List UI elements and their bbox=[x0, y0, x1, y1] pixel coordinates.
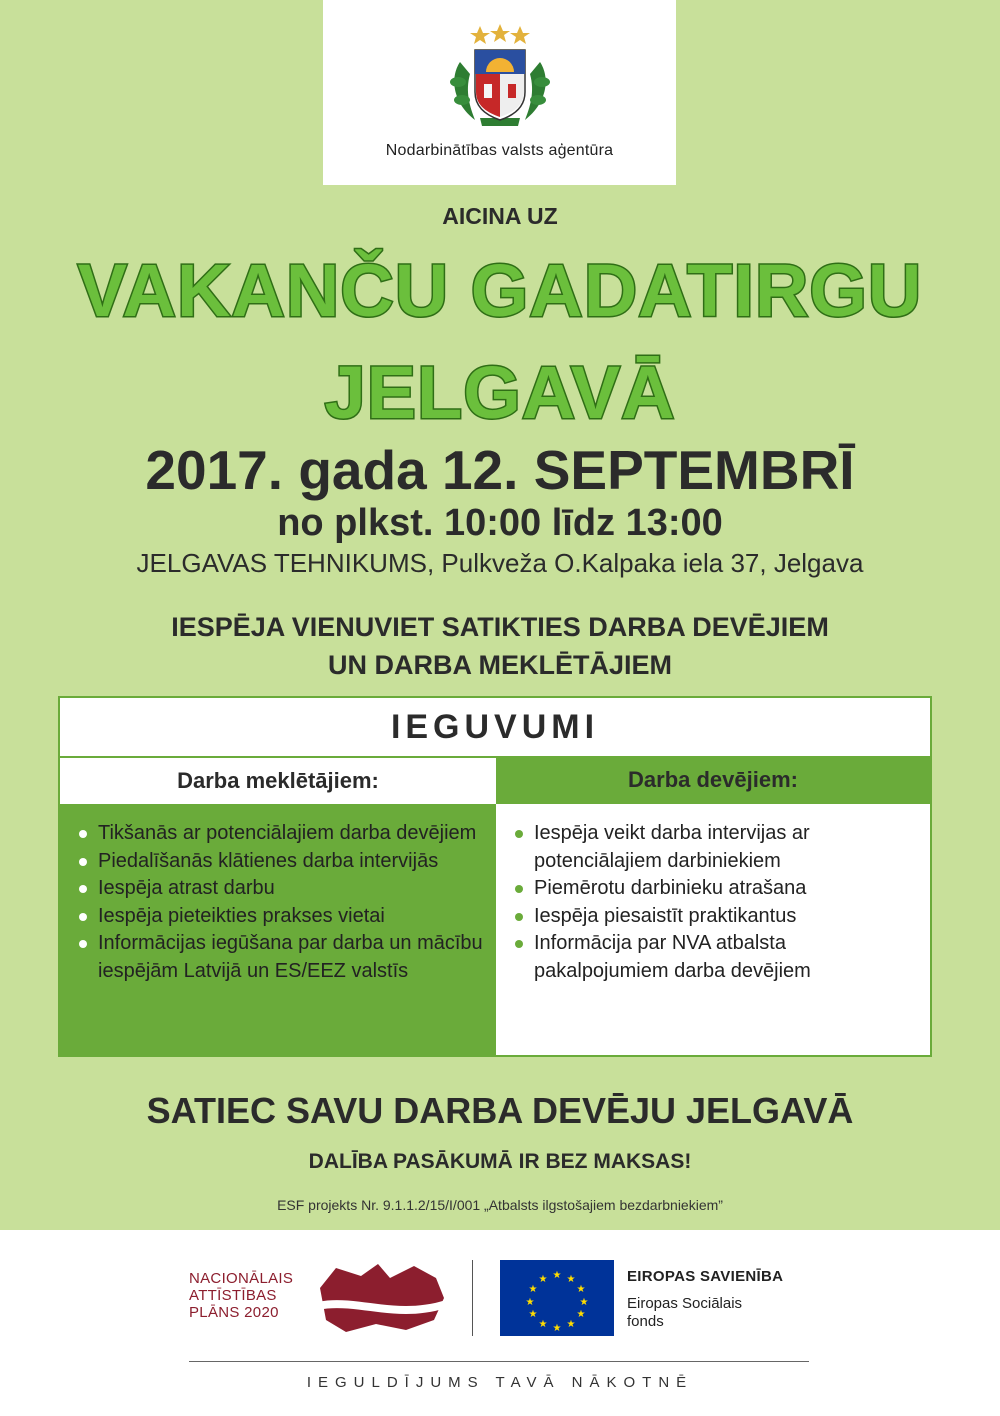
svg-text:★: ★ bbox=[538, 1319, 548, 1330]
svg-text:★: ★ bbox=[576, 1309, 586, 1320]
nap-logo-text bbox=[189, 1270, 293, 1321]
footer bbox=[0, 1230, 1000, 1416]
tagline-line1: IESPĒJA VIENUVIET SATIKTIES DARBA DEVĒJIEM bbox=[171, 612, 829, 642]
list-item: Tikšanās ar potenciālajiem darba devējiem bbox=[76, 820, 486, 848]
svg-text:★: ★ bbox=[552, 1323, 562, 1334]
benefits-table bbox=[58, 696, 932, 1057]
nap-line3: PLĀNS 2020 bbox=[189, 1304, 279, 1321]
eu-subtitle bbox=[627, 1295, 742, 1331]
event-time: no plkst. 10:00 līdz 13:00 bbox=[277, 502, 723, 544]
list-item: Piedalīšanās klātienes darba intervijās bbox=[76, 848, 486, 876]
svg-text:★: ★ bbox=[552, 1270, 562, 1281]
svg-text:★: ★ bbox=[528, 1284, 538, 1295]
svg-text:★: ★ bbox=[525, 1297, 535, 1308]
eu-sub-line1: Eiropas Sociālais bbox=[627, 1295, 743, 1312]
agency-name: Nodarbinātības valsts aģentūra bbox=[385, 142, 614, 159]
event-title-line1: VAKANČU GADATIRGU bbox=[77, 249, 923, 332]
list-item: Iespēja veikt darba intervijas ar potenciālajiem darbiniekiem bbox=[512, 820, 922, 875]
eu-flag-icon bbox=[500, 1260, 614, 1336]
benefits-title: IEGUVUMI bbox=[60, 698, 930, 756]
employers-list bbox=[512, 820, 922, 985]
list-item: Piemērotu darbinieku atrašana bbox=[512, 875, 922, 903]
list-item: Informācija par NVA atbalsta pakalpojumiem darba devējiem bbox=[512, 930, 922, 985]
svg-text:★: ★ bbox=[576, 1284, 586, 1295]
list-item: Informācijas iegūšana par darba un mācību iespējām Latvijā un ES/EEZ valstīs bbox=[76, 930, 486, 985]
svg-text:★: ★ bbox=[528, 1309, 538, 1320]
invite-text: AICINA UZ bbox=[442, 203, 558, 229]
eu-sub-line2: fonds bbox=[627, 1313, 664, 1330]
nap-line2: ATTĪSTĪBAS bbox=[189, 1287, 277, 1304]
event-place: JELGAVAS TEHNIKUMS, Pulkveža O.Kalpaka iela 37, Jelgava bbox=[136, 548, 864, 578]
employers-heading: Darba devējiem: bbox=[496, 756, 930, 804]
latvia-map-icon bbox=[316, 1258, 448, 1338]
seekers-list bbox=[76, 820, 486, 985]
event-date: 2017. gada 12. SEPTEMBRĪ bbox=[145, 439, 855, 501]
svg-text:★: ★ bbox=[538, 1274, 548, 1285]
latvian-coat-of-arms-icon bbox=[440, 22, 560, 134]
list-item: Iespēja piesaistīt praktikantus bbox=[512, 903, 922, 931]
svg-text:★: ★ bbox=[579, 1297, 589, 1308]
employers-column bbox=[496, 804, 930, 1055]
list-item: Iespēja pieteikties prakses vietai bbox=[76, 903, 486, 931]
footer-rule bbox=[189, 1361, 809, 1362]
esf-project: ESF projekts Nr. 9.1.1.2/15/I/001 „Atbalsts ilgstošajiem bezdarbniekiem” bbox=[277, 1197, 723, 1213]
footer-divider bbox=[472, 1260, 473, 1336]
agency-logo-box bbox=[323, 0, 676, 185]
footer-slogan: IEGULDĪJUMS TAVĀ NĀKOTNĒ bbox=[306, 1374, 694, 1391]
svg-text:★: ★ bbox=[566, 1319, 576, 1330]
seekers-heading: Darba meklētājiem: bbox=[60, 756, 496, 804]
seekers-column bbox=[60, 804, 496, 1055]
free-participation: DALĪBA PASĀKUMĀ IR BEZ MAKSAS! bbox=[308, 1150, 692, 1173]
nap-line1: NACIONĀLAIS bbox=[189, 1270, 294, 1287]
svg-text:★: ★ bbox=[566, 1274, 576, 1285]
event-title-line2: JELGAVĀ bbox=[324, 351, 676, 434]
tagline-line2: UN DARBA MEKLĒTĀJIEM bbox=[328, 650, 672, 680]
eu-title: EIROPAS SAVIENĪBA bbox=[627, 1268, 784, 1285]
closing-slogan: SATIEC SAVU DARBA DEVĒJU JELGAVĀ bbox=[146, 1090, 854, 1131]
list-item: Iespēja atrast darbu bbox=[76, 875, 486, 903]
